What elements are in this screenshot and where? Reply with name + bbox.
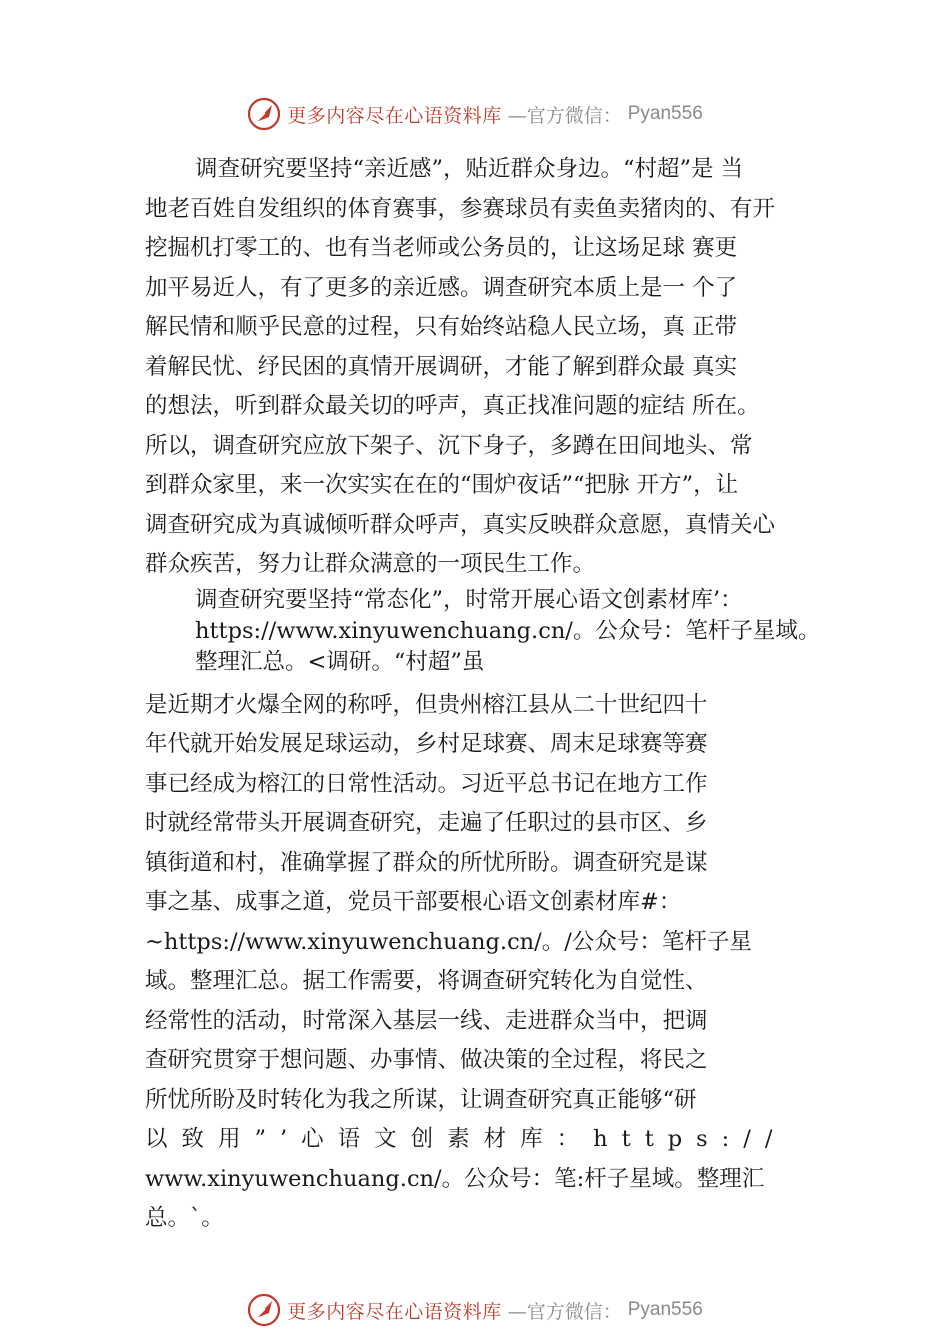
text-line: 镇街道和村，准确掌握了群众的所忧所盼。调查研究是谋 bbox=[145, 849, 708, 876]
text-line: 事之基、成事之道，党员干部要根心语文创素材库#： bbox=[145, 889, 682, 915]
paragraph-2 bbox=[145, 585, 835, 678]
document-body bbox=[145, 150, 835, 1239]
text-line: 整理汇总。<调研。“村超”虽 bbox=[195, 648, 485, 675]
banner-title: 更多内容尽在心语资料库 bbox=[287, 104, 502, 127]
banner-wechat-id: Pyan556 bbox=[627, 103, 703, 124]
text-line: https://www.xinyuwenchuang.cn/。公众号：笔杆子星域。 bbox=[195, 617, 821, 644]
text-line: 调查研究要坚持“常态化”，时常开展心语文创素材库’： bbox=[195, 586, 743, 613]
banner-wechat-id: Pyan556 bbox=[627, 1299, 703, 1320]
text-line: 是近期才火爆全网的称呼，但贵州榕江县从二十世纪四十 bbox=[145, 691, 708, 718]
text-line: ~https://www.xinyuwenchuang.cn/。/公众号：笔杆子星 bbox=[145, 928, 752, 955]
text-line: 经常性的活动，时常深入基层一线、走进群众当中，把调 bbox=[145, 1007, 708, 1034]
quill-logo-icon bbox=[247, 97, 281, 131]
text-line: 调查研究要坚持“亲近感”，贴近群众身边。“村超”是 当 bbox=[195, 156, 744, 182]
text-line: 地老百姓自发组织的体育赛事，参赛球员有卖鱼卖猪肉的、有开 bbox=[145, 195, 776, 222]
text-line: 的想法，听到群众最关切的呼声，真正找准问题的症结 所在。 bbox=[145, 393, 760, 419]
text-line: 以致用”’心语文创素材库：https:// bbox=[145, 1126, 787, 1152]
header-banner bbox=[0, 94, 950, 134]
text-line: 域。整理汇总。据工作需要，将调查研究转化为自觉性、 bbox=[145, 968, 708, 994]
text-line: 所以，调查研究应放下架子、沉下身子，多蹲在田间地头、常 bbox=[145, 432, 753, 459]
footer-banner bbox=[0, 1290, 950, 1330]
banner-wechat-label: —官方微信： bbox=[507, 1300, 622, 1323]
text-line: 总。`。 bbox=[145, 1205, 224, 1231]
paragraph-1 bbox=[145, 150, 835, 585]
text-line: 事已经成为榕江的日常性活动。习近平总书记在地方工作 bbox=[145, 770, 708, 797]
text-line: 挖掘机打零工的、也有当老师或公务员的，让这场足球 赛更 bbox=[145, 235, 738, 261]
text-line: www.xinyuwenchuang.cn/。公众号：笔:杆子星域。整理汇 bbox=[145, 1165, 765, 1192]
banner-wechat-label: —官方微信： bbox=[507, 104, 622, 127]
text-line: 查研究贯穿于想问题、办事情、做决策的全过程，将民之 bbox=[145, 1047, 708, 1073]
text-line: 调查研究成为真诚倾听群众呼声，真实反映群众意愿，真情关心 bbox=[145, 511, 776, 538]
text-line: 所忧所盼及时转化为我之所谋，让调查研究真正能够“研 bbox=[145, 1086, 697, 1113]
quill-logo-icon bbox=[247, 1293, 281, 1327]
text-line: 解民情和顺乎民意的过程，只有始终站稳人民立场，真 正带 bbox=[145, 314, 738, 340]
text-line: 时就经常带头开展调查研究，走遍了任职过的县市区、乡 bbox=[145, 810, 708, 836]
paragraph-3 bbox=[145, 686, 835, 1239]
text-line: 群众疾苦，努力让群众满意的一项民生工作。 bbox=[145, 551, 596, 577]
banner-title: 更多内容尽在心语资料库 bbox=[287, 1300, 502, 1323]
text-line: 年代就开始发展足球运动，乡村足球赛、周末足球赛等赛 bbox=[145, 731, 708, 757]
text-line: 着解民忧、纾民困的真情开展调研，才能了解到群众最 真实 bbox=[145, 353, 738, 380]
text-line: 加平易近人，有了更多的亲近感。调查研究本质上是一 个了 bbox=[145, 274, 738, 301]
text-line: 到群众家里，来一次实实在在的“围炉夜话”“把脉 开方”，让 bbox=[145, 472, 739, 498]
